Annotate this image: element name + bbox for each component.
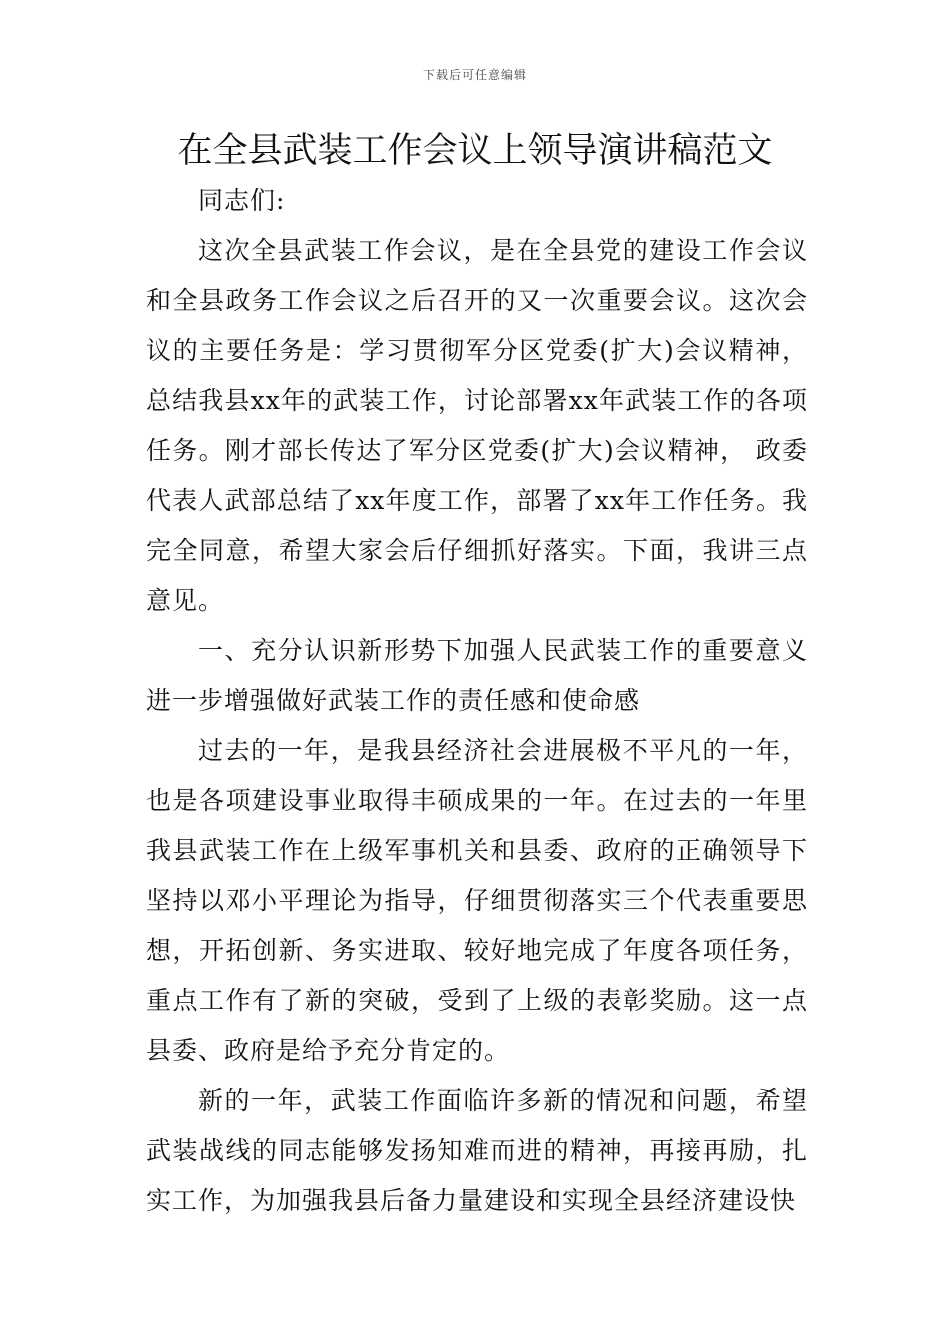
section-heading: 一、充分认识新形势下加强人民武装工作的重要意义进一步增强做好武装工作的责任感和使命感 xyxy=(146,636,808,715)
greeting-paragraph: 同志们: xyxy=(198,186,286,215)
body-paragraph: 这次全县武装工作会议，是在全县党的建设工作会议和全县政务工作会议之后召开的又一次重要会议。这次会议的主要任务是：学习贯彻军分区党委(扩大)会议精神，总结我县xx年的武装工作，讨论部署xx年武装工作的各项任务。刚才部长传达了军分区党委(扩大)会议精神， 政委代表人武部总结了xx年度工作，部署了xx年工作任务。我完全同意，希望大家会后仔细抓好落实。下面，我讲三点意见。 xyxy=(146,236,808,615)
body-paragraph: 过去的一年，是我县经济社会进展极不平凡的一年，也是各项建设事业取得丰硕成果的一年。在过去的一年里我县武装工作在上级军事机关和县委、政府的正确领导下坚持以邓小平理论为指导，仔细贯彻落实三个代表重要思想，开拓创新、务实进取、较好地完成了年度各项任务，重点工作有了新的突破，受到了上级的表彰奖励。这一点县委、政府是给予充分肯定的。 xyxy=(146,736,808,1065)
body-paragraph: 新的一年，武装工作面临许多新的情况和问题，希望武装战线的同志能够发扬知难而进的精神，再接再励，扎实工作，为加强我县后备力量建设和实现全县经济建设快 xyxy=(146,1086,808,1215)
document-body xyxy=(146,176,808,1226)
header-note: 下载后可任意编辑 xyxy=(422,68,527,82)
document-title: 在全县武装工作会议上领导演讲稿范文 xyxy=(177,131,773,171)
